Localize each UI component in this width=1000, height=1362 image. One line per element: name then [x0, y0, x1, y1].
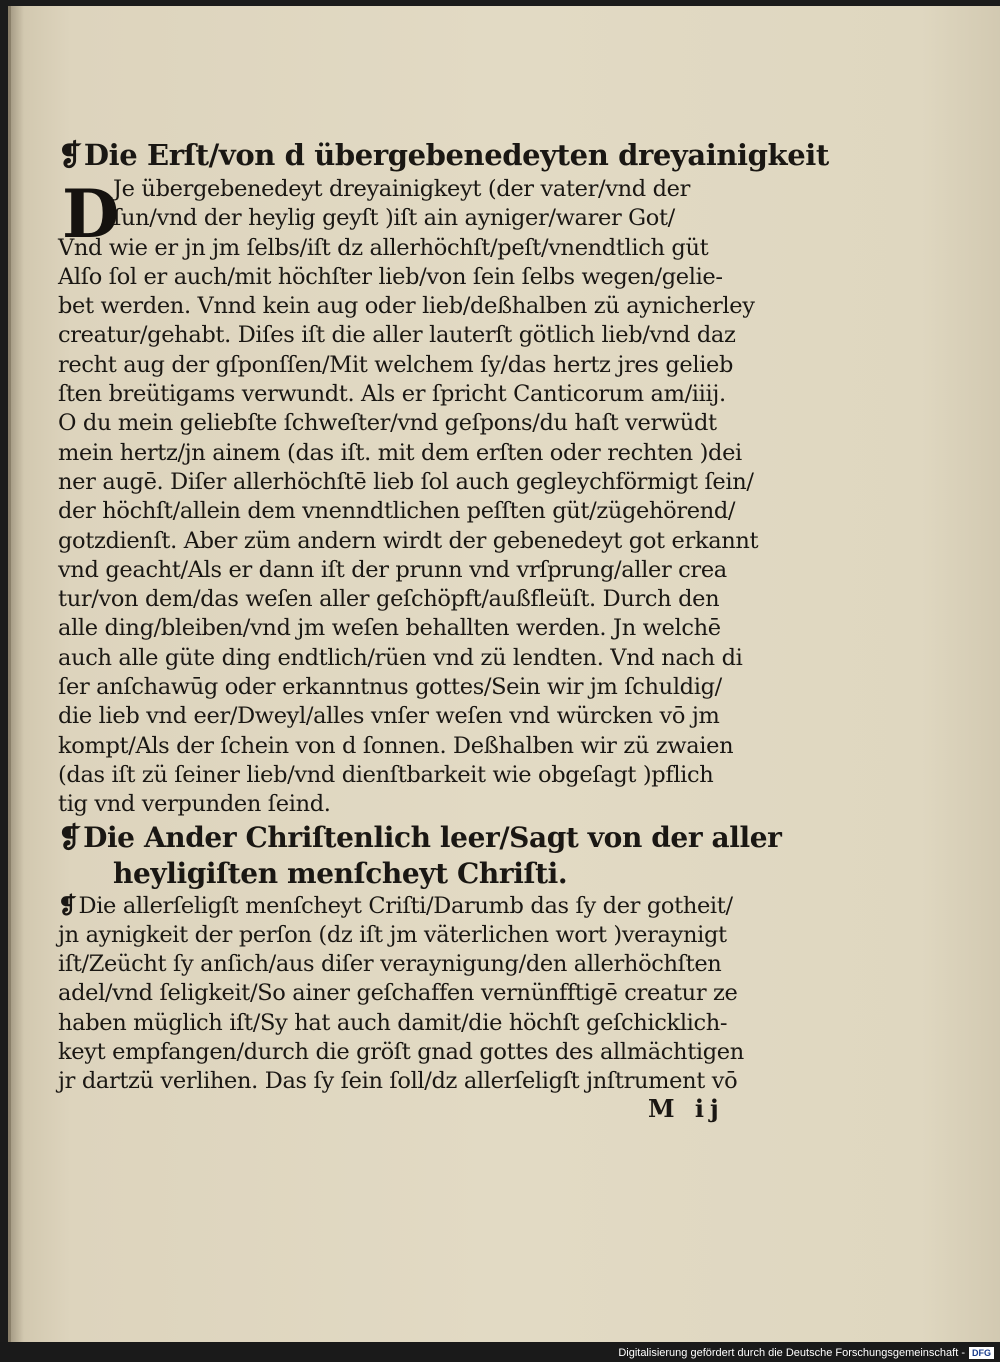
- text-line: ſun/vnd der heylig geyſt )iſt ain ayniger/warer Got/: [113, 205, 675, 232]
- text-line: jr dartzü verlihen. Das ſy ſein ſoll/dz allerſeligſt jnſtrument vō: [58, 1068, 738, 1095]
- text-line: recht aug der gſponſſen/Mit welchem ſy/das hertz jres gelieb: [58, 351, 734, 378]
- text-line: bet werden. Vnnd kein aug oder lieb/deßhalben zü aynicherley: [58, 293, 755, 320]
- pilcrow-icon: ❡: [58, 820, 82, 854]
- text-line: Alſo ſol er auch/mit höchſter lieb/von ſein ſelbs wegen/gelie-: [58, 263, 723, 290]
- text-line: jn aynigkeit der perſon (dz iſt jm väterlichen wort )veraynigt: [58, 921, 727, 948]
- text-line: alle ding/bleiben/vnd jm weſen behallten werden. Jn welchē: [58, 615, 721, 642]
- text-line: O du mein geliebſte ſchweſter/vnd geſpons/du haſt verwüdt: [58, 410, 717, 437]
- signature-mark: M ij: [648, 1094, 725, 1123]
- page-gutter-shadow: [8, 6, 24, 1342]
- text-line: haben müglich iſt/Sy hat auch damit/die höchſt geſchicklich-: [58, 1009, 728, 1036]
- text-line: Je übergebenedeyt dreyainigkeyt (der vater/vnd der: [113, 176, 691, 202]
- chapter-heading-2-continued: heyligiſten menſcheyt Chriſti.: [113, 856, 568, 890]
- paragraph-1: [58, 175, 758, 820]
- drop-cap: D: [62, 175, 120, 253]
- text-line: mein hertz/jn ainem (das iſt. mit dem erſten oder rechten )dei: [58, 439, 742, 466]
- text-line: ner augē. Diſer allerhöchſtē lieb ſol auch gegleychförmigt ſein/: [58, 468, 754, 495]
- text-line: creatur/gehabt. Diſes iſt die aller lauterſt götlich lieb/vnd daz: [58, 322, 736, 349]
- chapter-heading-2: ❡Die Ander Chriſtenlich leer/Sagt von der aller: [58, 820, 782, 854]
- text-line: die lieb vnd eer/Dweyl/alles vnſer weſen vnd würcken vō jm: [58, 703, 720, 730]
- text-line: ſer anſchawūg oder erkanntnus gottes/Sein wir jm ſchuldig/: [58, 674, 722, 701]
- text-line: iſt/Zeücht ſy anſich/aus diſer veraynigung/den allerhöchſten: [58, 951, 722, 978]
- text-line: auch alle güte ding endtlich/rüen vnd zü lendten. Vnd nach di: [58, 644, 743, 671]
- text-line: tur/von dem/das weſen aller geſchöpft/außfleüſt. Durch den: [58, 586, 720, 613]
- text-line: vnd geacht/Als er dann iſt der prunn vnd vrſprung/aller crea: [58, 556, 727, 583]
- text-line: tig vnd verpunden ſeind.: [58, 791, 331, 818]
- text-line: Vnd wie er jn jm ſelbs/iſt dz allerhöchſt/peſt/vnendtlich güt: [58, 234, 709, 261]
- text-line: ſten breütigams verwundt. Als er ſpricht Canticorum am/iiij.: [58, 381, 726, 408]
- text-line: ❡Die allerſeligſt menſcheyt Criſti/Darumb das ſy der gotheit/: [58, 892, 733, 919]
- text-line: gotzdienſt. Aber züm andern wirdt der gebenedeyt got erkannt: [58, 527, 759, 554]
- paragraph-2: [58, 892, 758, 1097]
- footer-credit: Digitalisierung gefördert durch die Deutsche Forschungsgemeinschaft -: [618, 1347, 965, 1359]
- pilcrow-icon: ❡: [58, 138, 82, 172]
- dfg-logo: DFG: [969, 1347, 994, 1359]
- text-line: adel/vnd ſeligkeit/So ainer geſchaffen vernünfftigē creatur ze: [58, 980, 738, 1007]
- text-line: kompt/Als der ſchein von d ſonnen. Deßhalben wir zü zwaien: [58, 732, 734, 759]
- pilcrow-icon: ❡: [58, 892, 77, 919]
- text-line: der höchſt/allein dem vnenndtlichen peſſten güt/zügehörend/: [58, 498, 736, 525]
- chapter-heading-1: ❡Die Erſt/von d übergebenedeyten dreyainigkeit: [58, 138, 829, 172]
- digitization-footer: [618, 1344, 994, 1362]
- page-text-block: [58, 135, 829, 1097]
- text-line: (das iſt zü ſeiner lieb/vnd dienſtbarkeit wie obgeſagt )pflich: [58, 761, 714, 788]
- text-line: keyt empfangen/durch die gröſt gnad gottes des allmächtigen: [58, 1039, 744, 1066]
